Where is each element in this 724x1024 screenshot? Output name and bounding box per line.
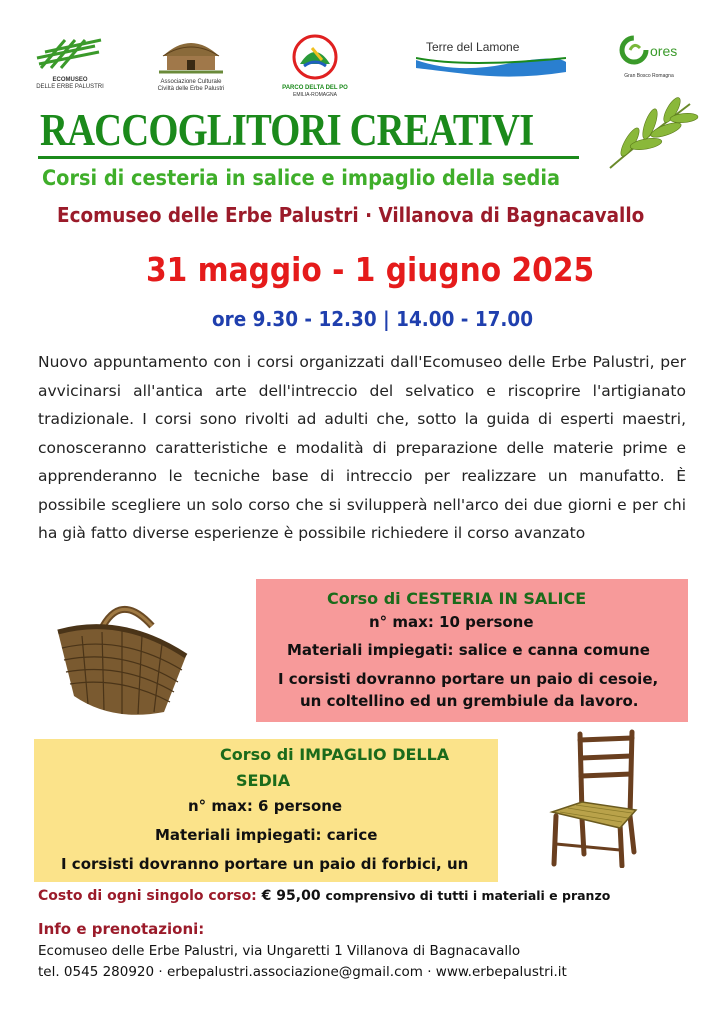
logo-ecomuseo-line1: ECOMUSEO: [52, 77, 88, 83]
venue-line: Ecomuseo delle Erbe Palustri · Villanova di Bagnacavallo: [57, 203, 645, 227]
intro-paragraph: Nuovo appuntamento con i corsi organizzati dall'Ecomuseo delle Erbe Palustri, per avvicinarsi all'antica arte dell'intreccio del selvatico e riscoprire l'artigianato tradizionale. I corsi sono rivolti ad adulti che, sotto la guida di esperti maestri, conosceranno caratteristiche e modalità di preparazione delle materie prime e apprenderanno le tecniche base di intreccio per realizzare un manufatto. È possibile scegliere un solo corso che si svilupperà nell'arco dei due giorni e per chi ha già fatto diverse esperienze è possibile richiedere il corso avanzato: [38, 353, 686, 542]
event-hours: ore 9.30 - 12.30 | 14.00 - 17.00: [212, 307, 534, 331]
info-contacts: tel. 0545 280920 · erbepalustri.associazione@gmail.com · www.erbepalustri.it: [38, 964, 567, 980]
river-wave-logo-icon: [416, 54, 566, 80]
logo-terre-text: Terre del Lamone: [426, 40, 520, 54]
hut-logo-icon: [159, 32, 223, 74]
logo-associazione-line2: Civiltà delle Erbe Palustri: [157, 86, 225, 92]
logo-ecomuseo: [30, 36, 110, 91]
page-subtitle: Corsi di cesteria in salice e impaglio della sedia: [42, 166, 561, 190]
course-impaglio-max: n° max: 6 persone: [188, 797, 343, 815]
course-impaglio-heading-2: SEDIA: [236, 771, 291, 790]
wicker-basket-illustration: [52, 592, 192, 722]
parco-delta-logo-icon: [292, 34, 338, 80]
logo-ores-line2: Gran Bosco Romagna: [624, 73, 674, 79]
course-impaglio-heading-1: Corso di IMPAGLIO DELLA: [220, 745, 450, 764]
cost-amount: € 95,00: [261, 888, 321, 904]
logo-parco-line1: PARCO DELTA DEL PO: [282, 85, 348, 91]
course-cesteria-box: [256, 579, 688, 722]
cost-label: Costo di ogni singolo corso:: [38, 888, 257, 904]
cost-line: [38, 888, 610, 904]
course-cesteria-materials: Materiali impiegati: salice e canna comune: [287, 641, 650, 659]
reed-logo-icon: [35, 36, 105, 72]
logo-ecomuseo-line2: DELLE ERBE PALUSTRI: [36, 84, 104, 90]
ores-logo-icon: [618, 34, 680, 68]
info-address: Ecomuseo delle Erbe Palustri, via Ungaretti 1 Villanova di Bagnacavallo: [38, 943, 521, 959]
course-impaglio-materials: Materiali impiegati: carice: [155, 826, 378, 844]
info-heading: Info e prenotazioni:: [38, 920, 205, 938]
ores-logo-text: ores: [650, 43, 678, 59]
logo-associazione: [150, 32, 232, 93]
logo-terre-lamone: [416, 40, 566, 85]
course-cesteria-heading: Corso di CESTERIA IN SALICE: [327, 589, 587, 608]
cost-note: comprensivo di tutti i materiali e pranzo: [325, 888, 611, 903]
course-cesteria-max: n° max: 10 persone: [369, 613, 534, 631]
course-impaglio-box: [34, 739, 498, 882]
rush-seat-chair-illustration: [546, 728, 646, 868]
logo-parco-line2: EMILIA-ROMAGNA: [293, 92, 337, 98]
logo-associazione-line1: Associazione Culturale: [160, 79, 222, 85]
event-date: 31 maggio - 1 giugno 2025: [146, 250, 595, 289]
course-cesteria-bring-2: un coltellino ed un grembiule da lavoro.: [300, 692, 639, 710]
course-cesteria-bring-1: I corsisti dovranno portare un paio di cesoie,: [278, 670, 659, 688]
course-impaglio-bring-1: I corsisti dovranno portare un paio di forbici, un: [61, 855, 469, 873]
page-title: RACCOGLITORI CREATIVI: [40, 105, 534, 155]
title-underline: [38, 156, 579, 159]
olive-branch-icon: [600, 92, 700, 172]
logo-parco-delta: [280, 34, 350, 99]
logo-ores: [616, 34, 682, 80]
